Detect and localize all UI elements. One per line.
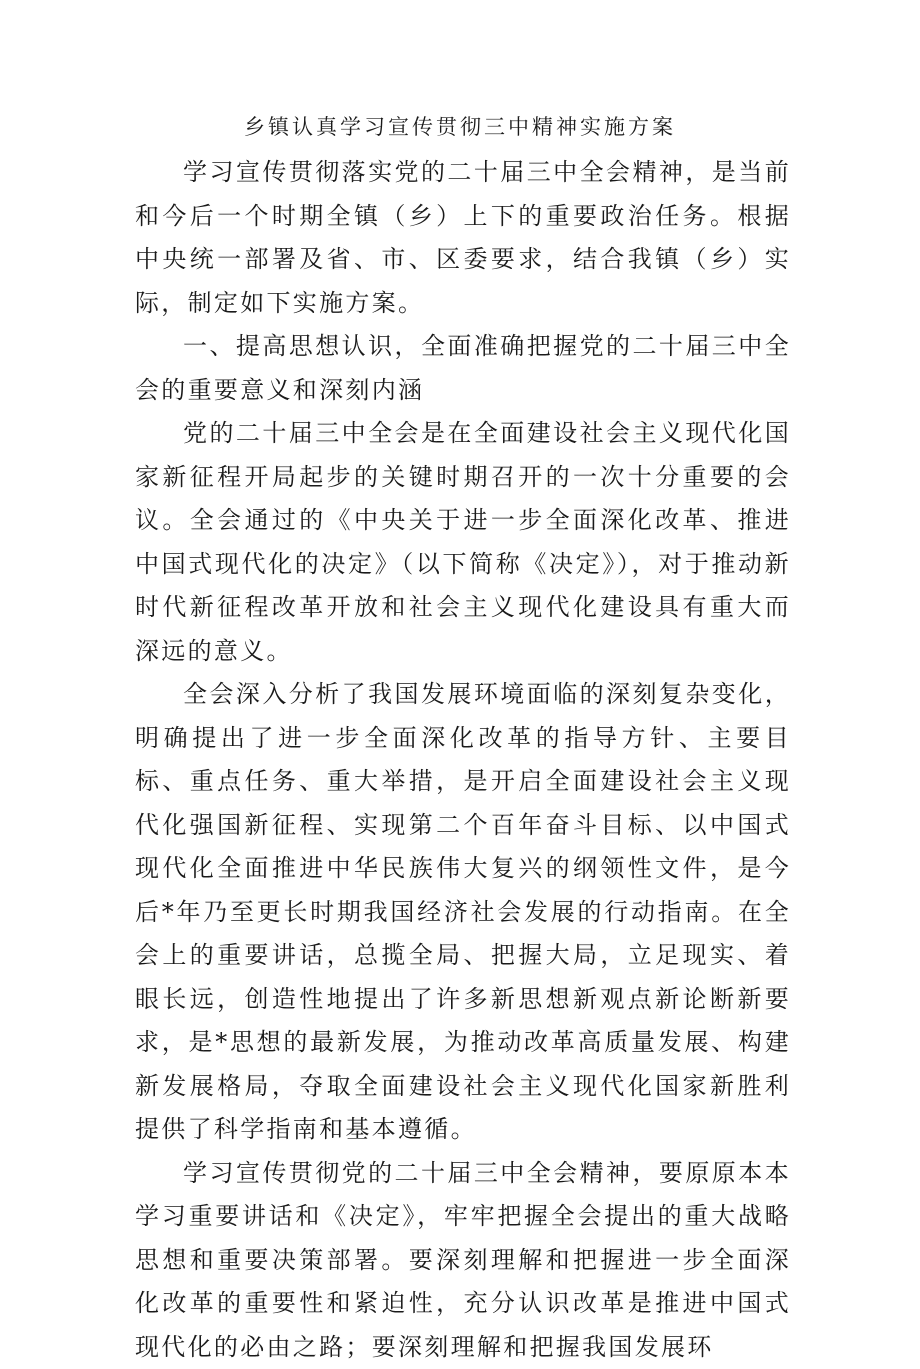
document-body (135, 151, 791, 1369)
document-title: 乡镇认真学习宣传贯彻三中精神实施方案 (0, 112, 920, 142)
paragraph-intro: 学习宣传贯彻落实党的二十届三中全会精神，是当前和今后一个时期全镇（乡）上下的重要政治任务。根据中央统一部署及省、市、区委要求，结合我镇（乡）实际，制定如下实施方案。 (135, 151, 791, 325)
paragraph-plenum-analysis: 全会深入分析了我国发展环境面临的深刻复杂变化，明确提出了进一步全面深化改革的指导方针、主要目标、重点任务、重大举措，是开启全面建设社会主义现代化强国新征程、实现第二个百年奋斗目标、以中国式现代化全面推进中华民族伟大复兴的纲领性文件，是今后*年乃至更长时期我国经济社会发展的行动指南。在全会上的重要讲话，总揽全局、把握大局，立足现实、着眼长远，创造性地提出了许多新思想新观点新论断新要求，是*思想的最新发展，为推动改革高质量发展、构建新发展格局，夺取全面建设社会主义现代化国家新胜利提供了科学指南和基本遵循。 (135, 673, 791, 1152)
paragraph-study-requirements: 学习宣传贯彻党的二十届三中全会精神，要原原本本学习重要讲话和《决定》，牢牢把握全会提出的重大战略思想和重要决策部署。要深刻理解和把握进一步全面深化改革的重要性和紧迫性，充分认识改革是推进中国式现代化的必由之路；要深刻理解和把握我国发展环 (135, 1152, 791, 1369)
section-heading-1: 一、提高思想认识，全面准确把握党的二十届三中全会的重要意义和深刻内涵 (135, 325, 791, 412)
paragraph-plenum-significance: 党的二十届三中全会是在全面建设社会主义现代化国家新征程开局起步的关键时期召开的一次十分重要的会议。全会通过的《中央关于进一步全面深化改革、推进中国式现代化的决定》（以下简称《决定》），对于推动新时代新征程改革开放和社会主义现代化建设具有重大而深远的意义。 (135, 412, 791, 673)
